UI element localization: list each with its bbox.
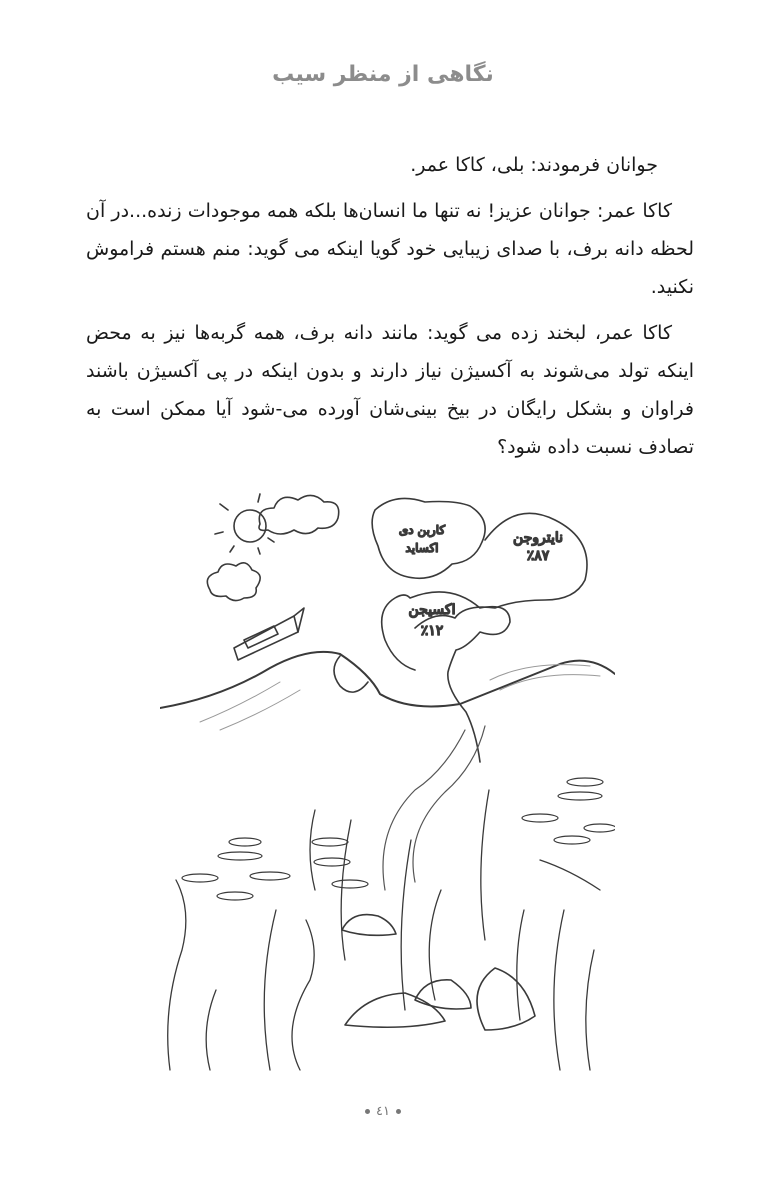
co2-label-line1: کاربن دی	[398, 523, 446, 537]
paragraph-2: کاکا عمر: جوانان عزیز! نه تنها ما انسان‌ها بلکه همه موجودات زنده...در آن لحظه دانه برف، با صدای زیبایی خود گویا اینکه می گوید: منم هستم فراموش نکنید.	[86, 200, 694, 298]
footer-dot-icon	[365, 1109, 370, 1114]
page-number: ٤١	[376, 1104, 390, 1119]
sun-icon	[215, 494, 274, 554]
carbon-dioxide-bubble	[372, 498, 485, 578]
body-text	[86, 146, 694, 474]
shell	[477, 968, 535, 1030]
stream	[383, 726, 485, 890]
wave-line	[160, 652, 615, 708]
co2-label-line2: اکساید	[405, 541, 439, 555]
paragraph-3: کاکا عمر، لبخند زده می گوید: مانند دانه برف، همه گربه‌ها نیز به محض اینکه تولد می‌شوند به آکسیژن نیاز دارند و بدون اینکه در پی آکسیژن باشند فراوان و بشکل رایگان در بیخ بینی‌شان آورده می-شود آیا ممکن است به تصادف نسبت داده شود؟	[86, 322, 694, 458]
page-footer	[0, 1104, 766, 1119]
ocean-air-illustration	[160, 490, 615, 1080]
nitrogen-value: ٪۸۷	[526, 548, 550, 564]
fish-school-right	[522, 778, 615, 844]
paragraph-1: جوانان فرمودند: بلی، کاکا عمر.	[410, 154, 658, 176]
rock	[345, 993, 445, 1027]
running-header: نگاهی از منظر سیب	[272, 62, 494, 87]
cloud-icon	[207, 563, 260, 601]
oxygen-value: ٪۱۲	[420, 623, 444, 639]
rock	[342, 915, 396, 936]
fish-school-left	[182, 838, 368, 900]
cloud-icon	[259, 495, 339, 534]
oxygen-label: اکسیجن	[408, 602, 456, 618]
footer-dot-icon	[396, 1109, 401, 1114]
nitrogen-label: نایتروجن	[512, 530, 564, 546]
ship-icon	[234, 608, 304, 660]
rock	[415, 980, 471, 1009]
